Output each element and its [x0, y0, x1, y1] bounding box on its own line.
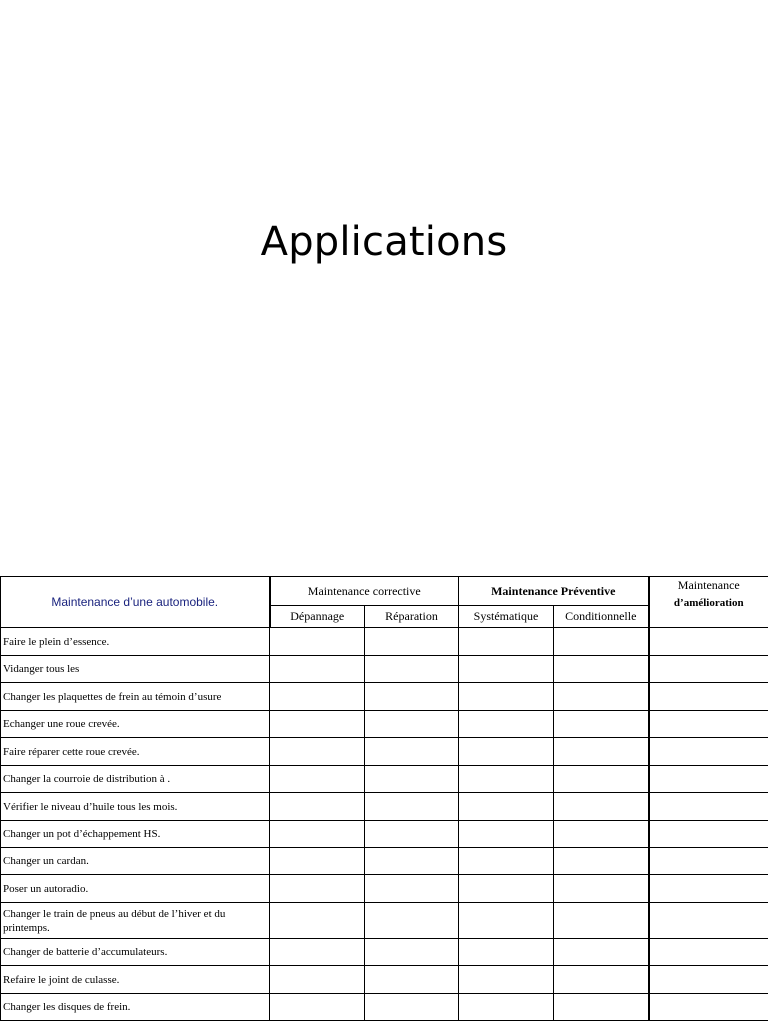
cell-amelioration: [649, 738, 768, 766]
task-label: Changer un cardan.: [1, 848, 270, 875]
group-header-amelioration: [649, 577, 768, 628]
cell-systematique: [459, 903, 554, 939]
cell-reparation: [365, 875, 459, 903]
cell-systematique: [459, 711, 554, 738]
cell-conditionnelle: [554, 903, 649, 939]
cell-reparation: [365, 683, 459, 711]
slide-title: Applications: [260, 219, 508, 265]
table-row: [1, 766, 768, 793]
task-label: Changer la courroie de distribution à .: [1, 766, 270, 793]
cell-reparation: [365, 966, 459, 994]
table-row: [1, 821, 768, 848]
cell-depannage: [270, 793, 365, 821]
cell-systematique: [459, 939, 554, 966]
task-label: Changer le train de pneus au début de l’hiver et du printemps.: [1, 903, 270, 939]
cell-reparation: [365, 793, 459, 821]
table-row: [1, 683, 768, 711]
cell-reparation: [365, 848, 459, 875]
task-label: Faire le plein d’essence.: [1, 628, 270, 656]
amelioration-line1: Maintenance: [677, 578, 740, 592]
cell-systematique: [459, 994, 554, 1021]
cell-depannage: [270, 711, 365, 738]
cell-conditionnelle: [554, 766, 649, 793]
cell-reparation: [365, 711, 459, 738]
cell-reparation: [365, 939, 459, 966]
table-row: [1, 848, 768, 875]
task-label: Faire réparer cette roue crevée.: [1, 738, 270, 766]
cell-systematique: [459, 766, 554, 793]
col-header-systematique: Systématique: [459, 606, 554, 628]
cell-depannage: [270, 738, 365, 766]
cell-reparation: [365, 903, 459, 939]
cell-conditionnelle: [554, 738, 649, 766]
cell-depannage: [270, 683, 365, 711]
cell-conditionnelle: [554, 994, 649, 1021]
cell-amelioration: [649, 656, 768, 683]
cell-depannage: [270, 656, 365, 683]
table-row: [1, 656, 768, 683]
table-row: [1, 903, 768, 939]
table-row: [1, 793, 768, 821]
cell-conditionnelle: [554, 821, 649, 848]
cell-amelioration: [649, 903, 768, 939]
task-label: Changer de batterie d’accumulateurs.: [1, 939, 270, 966]
task-label: Changer un pot d’échappement HS.: [1, 821, 270, 848]
cell-conditionnelle: [554, 966, 649, 994]
cell-systematique: [459, 683, 554, 711]
col-header-conditionnelle: Conditionnelle: [554, 606, 649, 628]
cell-systematique: [459, 628, 554, 656]
cell-depannage: [270, 875, 365, 903]
table-row: [1, 628, 768, 656]
table-row: [1, 738, 768, 766]
table-row: [1, 711, 768, 738]
cell-systematique: [459, 656, 554, 683]
cell-amelioration: [649, 875, 768, 903]
cell-amelioration: [649, 683, 768, 711]
cell-reparation: [365, 766, 459, 793]
cell-amelioration: [649, 966, 768, 994]
cell-conditionnelle: [554, 875, 649, 903]
cell-systematique: [459, 738, 554, 766]
cell-reparation: [365, 628, 459, 656]
cell-systematique: [459, 793, 554, 821]
cell-depannage: [270, 766, 365, 793]
cell-conditionnelle: [554, 848, 649, 875]
task-label: Changer les disques de frein.: [1, 994, 270, 1021]
cell-systematique: [459, 875, 554, 903]
maintenance-table: [0, 576, 768, 1021]
cell-conditionnelle: [554, 683, 649, 711]
cell-depannage: [270, 939, 365, 966]
cell-depannage: [270, 848, 365, 875]
table-row: [1, 994, 768, 1021]
task-label: Poser un autoradio.: [1, 875, 270, 903]
table-header-row: [1, 577, 768, 606]
cell-conditionnelle: [554, 656, 649, 683]
cell-systematique: [459, 821, 554, 848]
task-label: Vidanger tous les: [1, 656, 270, 683]
table-corner-label: Maintenance d’une automobile.: [1, 577, 270, 628]
group-header-corrective: Maintenance corrective: [270, 577, 459, 606]
table-row: [1, 875, 768, 903]
cell-conditionnelle: [554, 628, 649, 656]
cell-amelioration: [649, 994, 768, 1021]
table-row: [1, 939, 768, 966]
cell-amelioration: [649, 766, 768, 793]
cell-reparation: [365, 994, 459, 1021]
col-header-depannage: Dépannage: [270, 606, 365, 628]
table-body: [1, 628, 768, 1021]
cell-depannage: [270, 821, 365, 848]
task-label: Changer les plaquettes de frein au témoin d’usure: [1, 683, 270, 711]
col-header-reparation: Réparation: [365, 606, 459, 628]
task-label: Vérifier le niveau d’huile tous les mois.: [1, 793, 270, 821]
cell-systematique: [459, 848, 554, 875]
cell-reparation: [365, 821, 459, 848]
cell-amelioration: [649, 628, 768, 656]
cell-amelioration: [649, 848, 768, 875]
amelioration-line2: d’amélioration: [673, 597, 744, 609]
task-label: Echanger une roue crevée.: [1, 711, 270, 738]
table-row: [1, 966, 768, 994]
cell-depannage: [270, 994, 365, 1021]
cell-reparation: [365, 738, 459, 766]
cell-conditionnelle: [554, 793, 649, 821]
cell-amelioration: [649, 711, 768, 738]
cell-amelioration: [649, 821, 768, 848]
cell-reparation: [365, 656, 459, 683]
cell-amelioration: [649, 793, 768, 821]
cell-conditionnelle: [554, 939, 649, 966]
cell-amelioration: [649, 939, 768, 966]
cell-systematique: [459, 966, 554, 994]
group-header-preventive: Maintenance Préventive: [459, 577, 649, 606]
cell-depannage: [270, 966, 365, 994]
task-label: Refaire le joint de culasse.: [1, 966, 270, 994]
cell-depannage: [270, 903, 365, 939]
cell-conditionnelle: [554, 711, 649, 738]
cell-depannage: [270, 628, 365, 656]
